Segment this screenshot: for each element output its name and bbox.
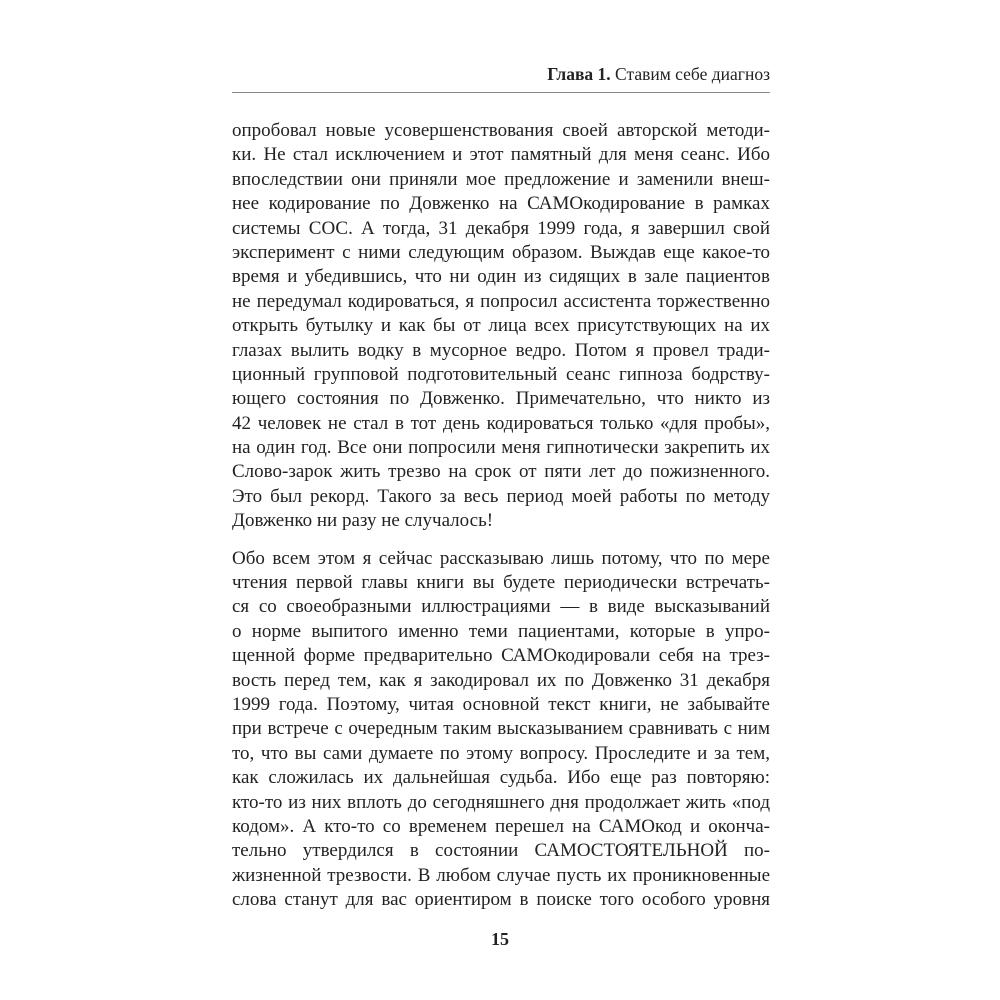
text-line: ки. Не стал исключением и этот памятный для меня сеанс. Ибо [232,144,770,166]
text-line: ющего состояния по Довженко. Примечательно, что никто из [232,388,770,410]
text-line: 42 человек не стал в тот день кодироваться только «для пробы», [232,412,770,434]
chapter-title: Ставим себе диагноз [615,64,770,84]
text-line: 1999 года. Поэтому, читая основной текст книги, не забывайте [232,693,770,715]
text-line: на один год. Все они попросили меня гипнотически закрепить их [232,437,770,459]
page-body [232,119,770,926]
text-line: опробовал новые усовершенствования своей авторской методи- [232,120,770,141]
chapter-number: Глава 1. [547,64,611,84]
text-line: щенной форме предварительно САМОкодировали себя на трез- [232,645,770,667]
text-line: вость перед тем, как я закодировал их по Довженко 31 декабря [232,669,770,691]
text-line: системы СОС. А тогда, 31 декабря 1999 года, я завершил свой [232,217,770,239]
text-line: ся со своеобразными иллюстрациями — в виде высказываний [232,596,770,618]
text-line: как сложилась их дальнейшая судьба. Ибо еще раз повторяю: [232,767,770,789]
text-line: не передумал кодироваться, я попросил ассистента торжественно [232,290,770,312]
header-rule [232,92,770,93]
paragraph [232,547,770,913]
text-line: Обо всем этом я сейчас рассказываю лишь потому, что по мере [232,547,770,569]
text-line: Это был рекорд. Такого за весь период моей работы по методу [232,485,770,507]
text-line: эксперимент с ними следующим образом. Выждав еще какое-то [232,241,770,263]
text-line: Слово-зарок жить трезво на срок от пяти лет до пожизненного. [232,461,770,483]
text-line: слова станут для вас ориентиром в поиске того особого уровня [232,889,770,911]
text-line: тельно утвердился в состоянии САМОСТОЯТЕЛЬНОЙ по- [232,840,770,862]
text-line: кодом». А кто-то со временем перешел на САМОкод и оконча- [232,815,770,837]
text-line: жизненной трезвости. В любом случае пусть их проникновенные [232,864,770,886]
text-line: глазах вылить водку в мусорное ведро. Потом я провел тради- [232,339,770,361]
text-line: Довженко ни разу не случалось! [232,510,494,532]
text-line: ционный групповой подготовительный сеанс гипноза бодрству- [232,363,770,385]
text-line: то, что вы сами думаете по этому вопросу. Проследите и за тем, [232,742,770,764]
text-line: чтения первой главы книги вы будете периодически встречать- [232,572,770,594]
text-line: впоследствии они приняли мое предложение и заменили внеш- [232,168,770,190]
text-line: при встрече с очередным таким высказыванием сравнивать с ним [232,718,770,740]
text-line: кто-то из них вплоть до сегодняшнего дня продолжает жить «под [232,791,770,813]
page-number: 15 [491,929,509,949]
text-line: время и убедившись, что ни один из сидящих в зале пациентов [232,266,770,288]
text-line: о норме выпитого именно теми пациентами, которые в упро- [232,620,770,642]
paragraph [232,119,770,534]
text-line: открыть бутылку и как бы от лица всех присутствующих на их [232,315,770,337]
running-header [547,63,770,85]
text-line: нее кодирование по Довженко на САМОкодирование в рамках [232,193,770,215]
